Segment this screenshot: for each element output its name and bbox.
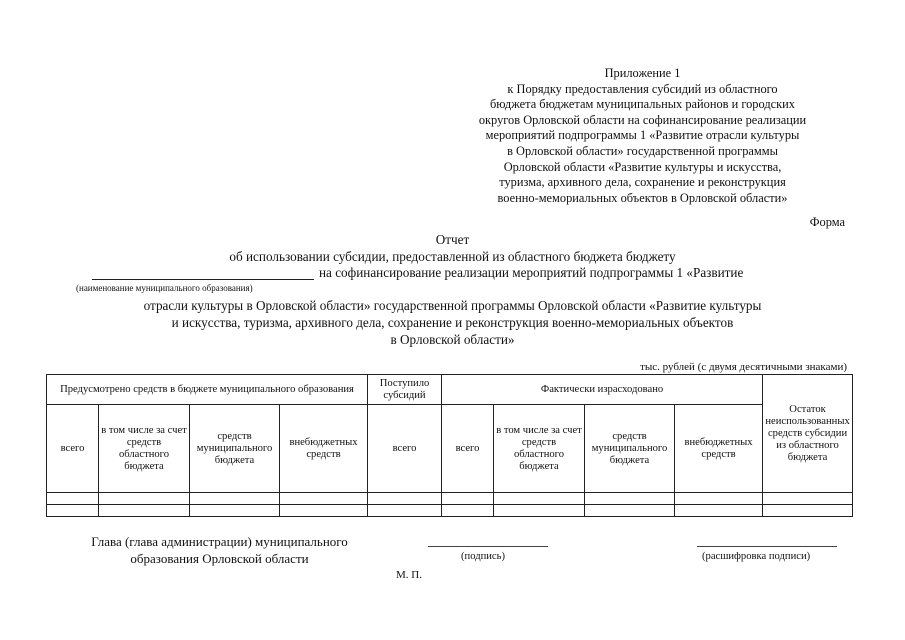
table-cell[interactable] [99,505,190,517]
units-note: тыс. рублей (с двумя десятичными знаками) [640,361,847,373]
table-cell[interactable] [47,493,99,505]
table-cell[interactable] [47,505,99,517]
header-spent-total: всего [442,405,494,493]
header-remaining: Остаток неиспользованных средств субсидии из областного бюджета [763,375,853,493]
municipality-name-blank[interactable] [92,279,314,280]
table-cell[interactable] [494,505,585,517]
form-label: Форма [809,215,845,229]
signature-decode-caption: (расшифровка подписи) [702,551,811,562]
report-line-4: и искусства, туризма, архивного дела, сохранение и реконструкция военно-мемориальных объектов [171,315,734,330]
head-signature-label: Глава (глава администрации) муниципального образования Орловской области [91,534,348,566]
appendix-line: мероприятий подпрограммы 1 «Развитие отрасли культуры [485,128,800,143]
header-received-total: всего [368,405,442,493]
table-cell[interactable] [494,493,585,505]
table-cell[interactable] [675,505,763,517]
appendix-line: Приложение 1 [604,66,681,80]
table-row [47,505,853,517]
stamp-place: М. П. [396,569,422,581]
header-received: Поступило субсидий [368,375,442,405]
table-cell[interactable] [280,505,368,517]
table-cell[interactable] [99,493,190,505]
appendix-line: Орловской области «Развитие культуры и искусства, [503,159,782,174]
appendix-line: бюджета бюджетам муниципальных районов и городских [490,97,795,112]
header-spent-municipal: средств муниципального бюджета [585,405,675,493]
header-budget-municipal: средств муниципального бюджета [190,405,280,493]
table-cell[interactable] [368,505,442,517]
header-spent-regional: в том числе за счет средств областного бюджета [494,405,585,493]
municipality-name-caption: (наименование муниципального образования) [76,283,253,293]
table-cell[interactable] [190,493,280,505]
header-spent: Фактически израсходовано [442,375,763,405]
table-subheader-row [47,405,853,493]
table-header-row [47,375,853,405]
subsidy-report-table [46,374,853,517]
signature-decode-line[interactable] [697,546,837,547]
table-cell[interactable] [368,493,442,505]
table-cell[interactable] [763,505,853,517]
report-line-3: отрасли культуры в Орловской области» государственной программы Орловской области «Развитие культуры [143,298,762,313]
appendix-header [420,66,865,206]
report-line-1: об использовании субсидии, предоставленной из областного бюджета бюджету [229,249,676,264]
report-title: Отчет [435,232,470,247]
appendix-line: округов Орловской области на софинансирование реализации [478,112,807,127]
appendix-line: туризма, архивного дела, сохранение и реконструкция [499,175,786,190]
signature-line[interactable] [428,546,548,547]
table-cell[interactable] [763,493,853,505]
table-cell[interactable] [585,493,675,505]
report-line-5: в Орловской области» [390,332,515,347]
table-row [47,493,853,505]
header-budget-total: всего [47,405,99,493]
report-line-2: на софинансирование реализации мероприятий подпрограммы 1 «Развитие [319,265,744,280]
table-cell[interactable] [585,505,675,517]
appendix-line: в Орловской области» государственной программы [507,143,778,158]
appendix-line: военно-мемориальных объектов в Орловской области» [497,190,788,205]
header-budget: Предусмотрено средств в бюджете муниципального образования [47,375,368,405]
table-cell[interactable] [442,505,494,517]
table-cell[interactable] [442,493,494,505]
header-budget-extra: внебюджетных средств [280,405,368,493]
header-spent-extra: внебюджетных средств [675,405,763,493]
table-cell[interactable] [190,505,280,517]
table-cell[interactable] [675,493,763,505]
header-budget-regional: в том числе за счет средств областного бюджета [99,405,190,493]
appendix-line: к Порядку предоставления субсидий из областного [507,81,778,96]
signature-caption: (подпись) [461,551,505,562]
table-cell[interactable] [280,493,368,505]
